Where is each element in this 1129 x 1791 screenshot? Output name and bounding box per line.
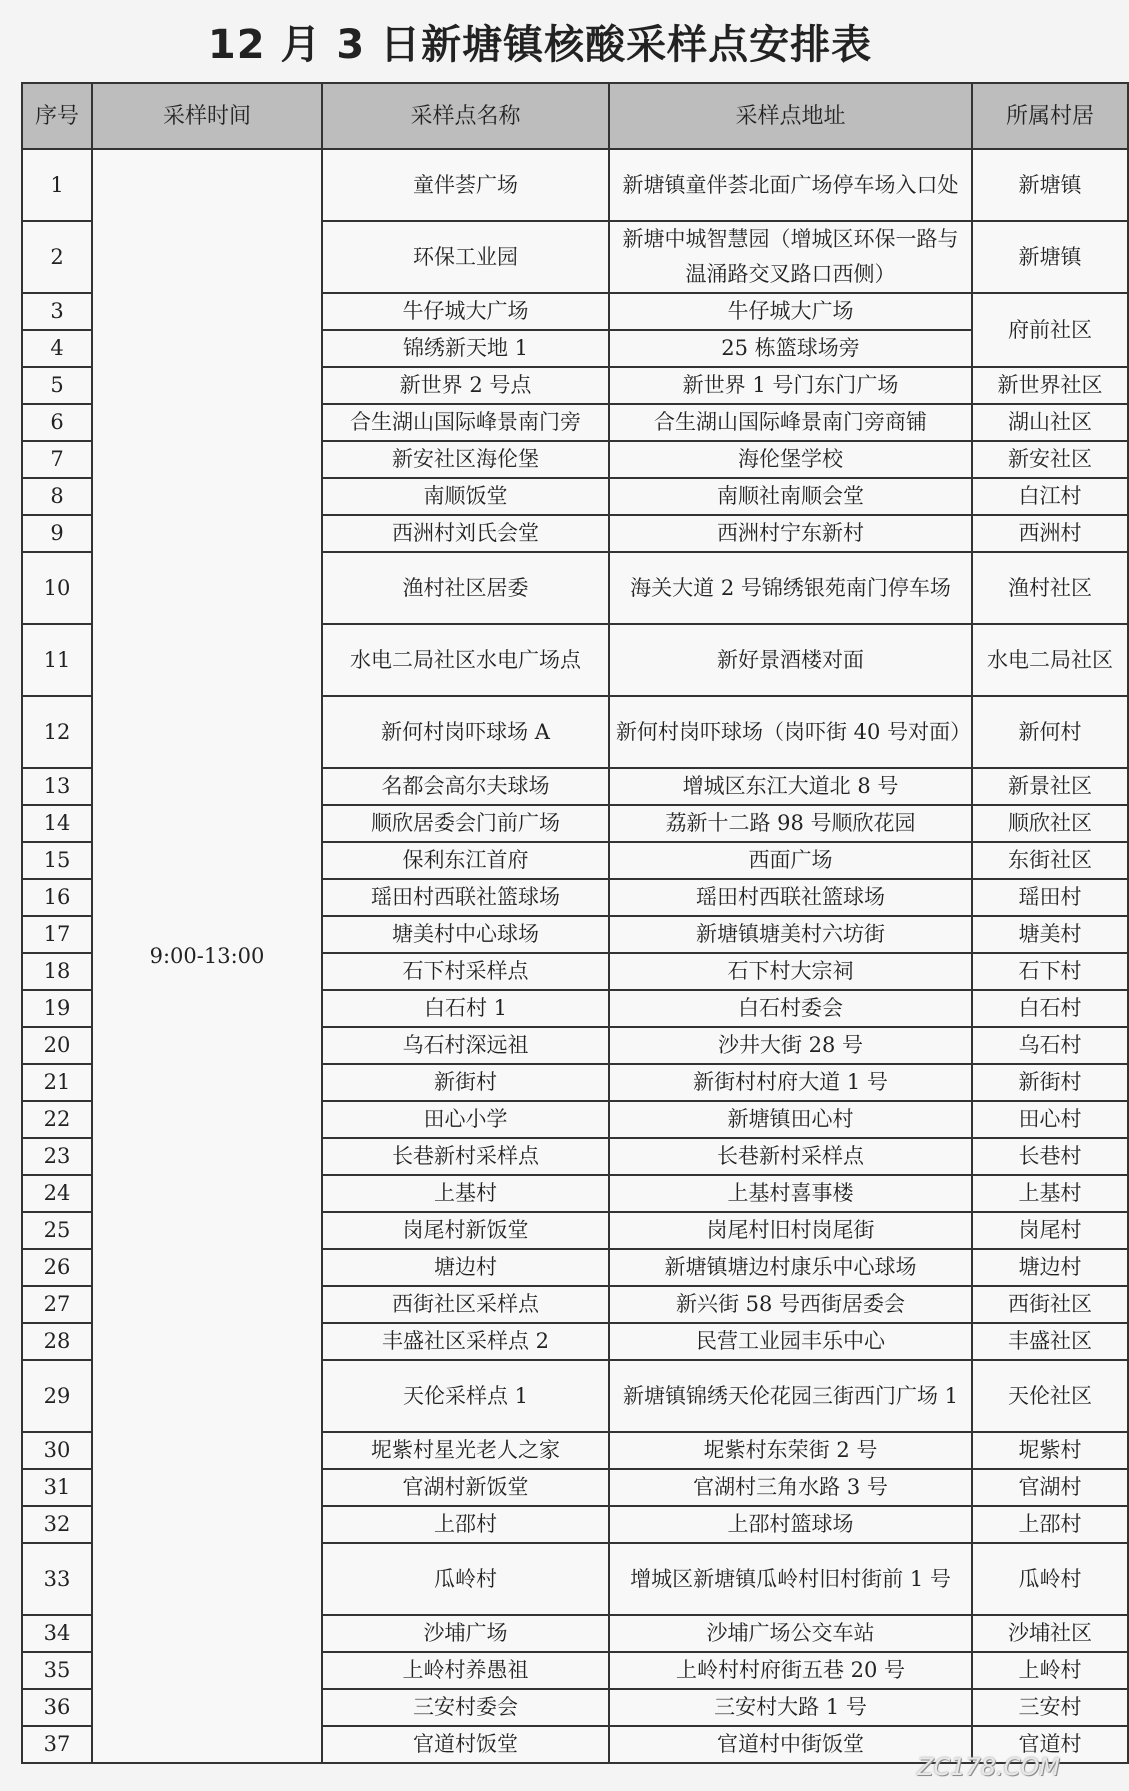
sampling-point-name: 塘边村 xyxy=(322,1249,609,1286)
sampling-point-address: 新兴街 58 号西街居委会 xyxy=(609,1286,972,1323)
sampling-point-name: 上基村 xyxy=(322,1175,609,1212)
sampling-point-address: 海关大道 2 号锦绣银苑南门停车场 xyxy=(609,552,972,624)
village-cell: 乌石村 xyxy=(972,1027,1128,1064)
sampling-point-address: 沙埔广场公交车站 xyxy=(609,1615,972,1652)
village-cell: 塘边村 xyxy=(972,1249,1128,1286)
sampling-point-name: 乌石村深远祖 xyxy=(322,1027,609,1064)
sampling-point-name: 官道村饭堂 xyxy=(322,1726,609,1763)
row-number: 6 xyxy=(22,404,92,441)
village-cell: 白江村 xyxy=(972,478,1128,515)
sampling-point-address: 新塘中城智慧园（增城区环保一路与温涌路交叉路口西侧） xyxy=(609,221,972,293)
sampling-point-name: 丰盛社区采样点 2 xyxy=(322,1323,609,1360)
village-cell: 三安村 xyxy=(972,1689,1128,1726)
row-number: 2 xyxy=(22,221,92,293)
row-number: 11 xyxy=(22,624,92,696)
row-number: 9 xyxy=(22,515,92,552)
sampling-point-name: 三安村委会 xyxy=(322,1689,609,1726)
row-number: 31 xyxy=(22,1469,92,1506)
row-number: 26 xyxy=(22,1249,92,1286)
village-cell: 水电二局社区 xyxy=(972,624,1128,696)
village-cell: 新塘镇 xyxy=(972,149,1128,221)
village-cell: 岗尾村 xyxy=(972,1212,1128,1249)
table-body xyxy=(22,149,1128,1763)
sampling-point-name: 保利东江首府 xyxy=(322,842,609,879)
row-number: 25 xyxy=(22,1212,92,1249)
sampling-point-address: 荔新十二路 98 号顺欣花园 xyxy=(609,805,972,842)
sampling-point-address: 民营工业园丰乐中心 xyxy=(609,1323,972,1360)
sampling-point-address: 增城区东江大道北 8 号 xyxy=(609,768,972,805)
village-cell: 瓜岭村 xyxy=(972,1543,1128,1615)
village-cell: 瑶田村 xyxy=(972,879,1128,916)
village-cell: 上邵村 xyxy=(972,1506,1128,1543)
sampling-point-name: 西洲村刘氏会堂 xyxy=(322,515,609,552)
sampling-point-address: 官道村中街饭堂 xyxy=(609,1726,972,1763)
village-cell: 新何村 xyxy=(972,696,1128,768)
table-header-row xyxy=(22,83,1128,149)
row-number: 30 xyxy=(22,1432,92,1469)
sampling-point-name: 新街村 xyxy=(322,1064,609,1101)
row-number: 28 xyxy=(22,1323,92,1360)
village-cell: 新安社区 xyxy=(972,441,1128,478)
sampling-point-address: 西面广场 xyxy=(609,842,972,879)
row-number: 36 xyxy=(22,1689,92,1726)
sampling-point-name: 西街社区采样点 xyxy=(322,1286,609,1323)
row-number: 27 xyxy=(22,1286,92,1323)
village-cell: 新世界社区 xyxy=(972,367,1128,404)
row-number: 12 xyxy=(22,696,92,768)
sampling-point-address: 新塘镇童伴荟北面广场停车场入口处 xyxy=(609,149,972,221)
village-cell: 坭紫村 xyxy=(972,1432,1128,1469)
village-cell: 顺欣社区 xyxy=(972,805,1128,842)
village-cell: 东街社区 xyxy=(972,842,1128,879)
sampling-point-name: 童伴荟广场 xyxy=(322,149,609,221)
village-cell: 丰盛社区 xyxy=(972,1323,1128,1360)
row-number: 16 xyxy=(22,879,92,916)
sampling-time-cell: 9:00-13:00 xyxy=(92,149,322,1763)
sampling-point-name: 坭紫村星光老人之家 xyxy=(322,1432,609,1469)
row-number: 4 xyxy=(22,330,92,367)
village-cell: 新街村 xyxy=(972,1064,1128,1101)
sampling-point-address: 白石村委会 xyxy=(609,990,972,1027)
page-title: 12 月 3 日新塘镇核酸采样点安排表 xyxy=(207,22,873,68)
sampling-point-name: 名都会高尔夫球场 xyxy=(322,768,609,805)
row-number: 35 xyxy=(22,1652,92,1689)
sampling-point-name: 官湖村新饭堂 xyxy=(322,1469,609,1506)
village-cell: 塘美村 xyxy=(972,916,1128,953)
village-cell: 上基村 xyxy=(972,1175,1128,1212)
village-cell: 渔村社区 xyxy=(972,552,1128,624)
row-number: 23 xyxy=(22,1138,92,1175)
village-cell: 白石村 xyxy=(972,990,1128,1027)
sampling-point-address: 三安村大路 1 号 xyxy=(609,1689,972,1726)
sampling-point-name: 水电二局社区水电广场点 xyxy=(322,624,609,696)
row-number: 32 xyxy=(22,1506,92,1543)
sampling-point-name: 合生湖山国际峰景南门旁 xyxy=(322,404,609,441)
sampling-point-name: 锦绣新天地 1 xyxy=(322,330,609,367)
sampling-schedule-table xyxy=(21,82,1129,1764)
sampling-point-address: 新何村岗吓球场（岗吓街 40 号对面） xyxy=(609,696,972,768)
sampling-point-address: 新塘镇塘边村康乐中心球场 xyxy=(609,1249,972,1286)
sampling-point-address: 官湖村三角水路 3 号 xyxy=(609,1469,972,1506)
row-number: 20 xyxy=(22,1027,92,1064)
village-cell: 府前社区 xyxy=(972,293,1128,367)
row-number: 17 xyxy=(22,916,92,953)
header-village: 所属村居 xyxy=(972,83,1128,149)
row-number: 24 xyxy=(22,1175,92,1212)
row-number: 10 xyxy=(22,552,92,624)
village-cell: 沙埔社区 xyxy=(972,1615,1128,1652)
village-cell: 田心村 xyxy=(972,1101,1128,1138)
header-name: 采样点名称 xyxy=(322,83,609,149)
sampling-point-address: 岗尾村旧村岗尾街 xyxy=(609,1212,972,1249)
row-number: 7 xyxy=(22,441,92,478)
sampling-point-name: 石下村采样点 xyxy=(322,953,609,990)
sampling-point-address: 上邵村篮球场 xyxy=(609,1506,972,1543)
sampling-point-name: 白石村 1 xyxy=(322,990,609,1027)
row-number: 14 xyxy=(22,805,92,842)
sampling-point-name: 塘美村中心球场 xyxy=(322,916,609,953)
village-cell: 官道村 xyxy=(972,1726,1128,1763)
row-number: 37 xyxy=(22,1726,92,1763)
sampling-point-name: 环保工业园 xyxy=(322,221,609,293)
sampling-point-address: 上基村喜事楼 xyxy=(609,1175,972,1212)
row-number: 33 xyxy=(22,1543,92,1615)
sampling-point-name: 顺欣居委会门前广场 xyxy=(322,805,609,842)
row-number: 19 xyxy=(22,990,92,1027)
row-number: 8 xyxy=(22,478,92,515)
sampling-point-address: 新街村村府大道 1 号 xyxy=(609,1064,972,1101)
sampling-point-address: 牛仔城大广场 xyxy=(609,293,972,330)
header-address: 采样点地址 xyxy=(609,83,972,149)
sampling-point-name: 新何村岗吓球场 A xyxy=(322,696,609,768)
sampling-point-address: 坭紫村东荣街 2 号 xyxy=(609,1432,972,1469)
sampling-point-address: 沙井大街 28 号 xyxy=(609,1027,972,1064)
row-number: 18 xyxy=(22,953,92,990)
sampling-point-name: 新世界 2 号点 xyxy=(322,367,609,404)
sampling-point-address: 海伦堡学校 xyxy=(609,441,972,478)
village-cell: 西洲村 xyxy=(972,515,1128,552)
village-cell: 上岭村 xyxy=(972,1652,1128,1689)
sampling-point-name: 天伦采样点 1 xyxy=(322,1360,609,1432)
sampling-point-name: 长巷新村采样点 xyxy=(322,1138,609,1175)
sampling-point-name: 岗尾村新饭堂 xyxy=(322,1212,609,1249)
sampling-point-name: 牛仔城大广场 xyxy=(322,293,609,330)
row-number: 3 xyxy=(22,293,92,330)
village-cell: 新景社区 xyxy=(972,768,1128,805)
sampling-point-name: 渔村社区居委 xyxy=(322,552,609,624)
sampling-point-name: 瑶田村西联社篮球场 xyxy=(322,879,609,916)
village-cell: 新塘镇 xyxy=(972,221,1128,293)
sampling-point-address: 新世界 1 号门东门广场 xyxy=(609,367,972,404)
row-number: 15 xyxy=(22,842,92,879)
sampling-point-name: 上邵村 xyxy=(322,1506,609,1543)
village-cell: 天伦社区 xyxy=(972,1360,1128,1432)
row-number: 34 xyxy=(22,1615,92,1652)
sampling-point-address: 新塘镇锦绣天伦花园三街西门广场 1 xyxy=(609,1360,972,1432)
sampling-point-address: 南顺社南顺会堂 xyxy=(609,478,972,515)
sampling-point-address: 增城区新塘镇瓜岭村旧村街前 1 号 xyxy=(609,1543,972,1615)
village-cell: 长巷村 xyxy=(972,1138,1128,1175)
row-number: 22 xyxy=(22,1101,92,1138)
row-number: 1 xyxy=(22,149,92,221)
table-row xyxy=(22,149,1128,221)
row-number: 13 xyxy=(22,768,92,805)
header-no: 序号 xyxy=(22,83,92,149)
sampling-point-name: 新安社区海伦堡 xyxy=(322,441,609,478)
sampling-point-address: 25 栋篮球场旁 xyxy=(609,330,972,367)
village-cell: 湖山社区 xyxy=(972,404,1128,441)
village-cell: 官湖村 xyxy=(972,1469,1128,1506)
sampling-point-address: 长巷新村采样点 xyxy=(609,1138,972,1175)
row-number: 29 xyxy=(22,1360,92,1432)
sampling-point-name: 沙埔广场 xyxy=(322,1615,609,1652)
sampling-point-address: 新塘镇塘美村六坊街 xyxy=(609,916,972,953)
row-number: 5 xyxy=(22,367,92,404)
sampling-point-address: 新塘镇田心村 xyxy=(609,1101,972,1138)
sampling-point-address: 西洲村宁东新村 xyxy=(609,515,972,552)
sampling-point-address: 上岭村村府街五巷 20 号 xyxy=(609,1652,972,1689)
village-cell: 石下村 xyxy=(972,953,1128,990)
sampling-point-name: 田心小学 xyxy=(322,1101,609,1138)
sampling-point-name: 上岭村养愚祖 xyxy=(322,1652,609,1689)
sampling-point-address: 瑶田村西联社篮球场 xyxy=(609,879,972,916)
row-number: 21 xyxy=(22,1064,92,1101)
sampling-point-name: 瓜岭村 xyxy=(322,1543,609,1615)
watermark-logo: ZC178.COM xyxy=(917,1753,1060,1781)
village-cell: 西街社区 xyxy=(972,1286,1128,1323)
header-time: 采样时间 xyxy=(92,83,322,149)
sampling-point-address: 石下村大宗祠 xyxy=(609,953,972,990)
sampling-point-address: 合生湖山国际峰景南门旁商铺 xyxy=(609,404,972,441)
sampling-point-name: 南顺饭堂 xyxy=(322,478,609,515)
sampling-point-address: 新好景酒楼对面 xyxy=(609,624,972,696)
